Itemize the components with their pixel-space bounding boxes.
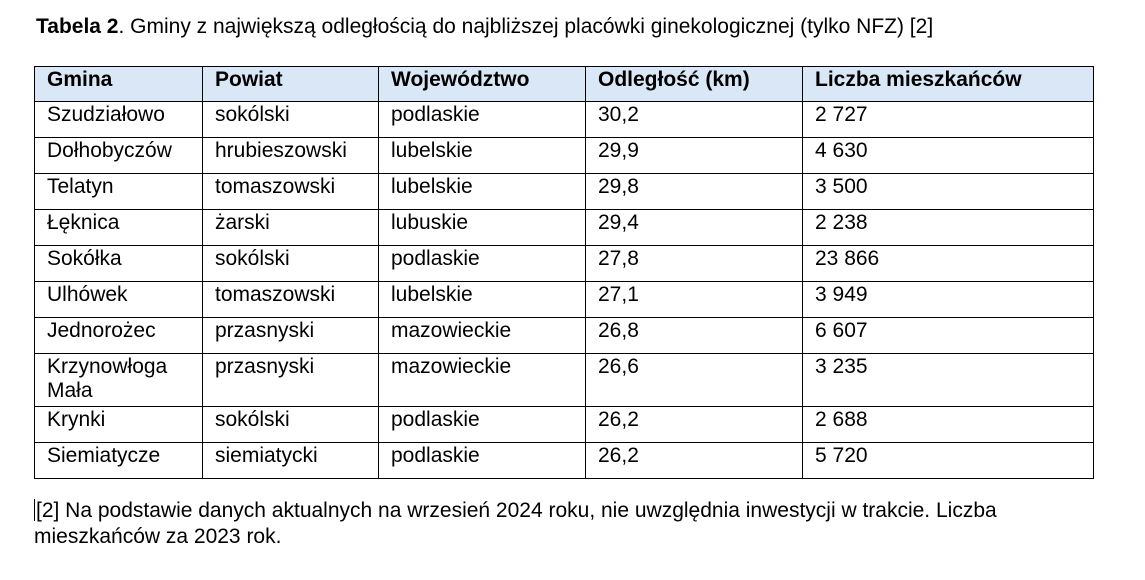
municipalities-table [34, 66, 1094, 479]
table-row [35, 102, 1094, 138]
cell-wojewodztwo: podlaskie [379, 246, 586, 282]
cell-powiat: przasnyski [203, 318, 379, 354]
cell-wojewodztwo: mazowieckie [379, 354, 586, 407]
table-row [35, 318, 1094, 354]
cell-powiat: sokólski [203, 407, 379, 443]
cell-odleglosc: 26,8 [586, 318, 803, 354]
cell-odleglosc: 26,2 [586, 443, 803, 479]
cell-gmina: Łęknica [35, 210, 203, 246]
table-caption-label: Tabela 2 [36, 15, 119, 38]
cell-powiat: sokólski [203, 246, 379, 282]
cell-liczba-mieszkancow: 4 630 [803, 138, 1094, 174]
cell-liczba-mieszkancow: 3 235 [803, 354, 1094, 407]
header-wojewodztwo: Województwo [379, 67, 586, 102]
cell-liczba-mieszkancow: 2 238 [803, 210, 1094, 246]
cell-gmina: Krzynowłoga Mała [35, 354, 203, 407]
cell-liczba-mieszkancow: 6 607 [803, 318, 1094, 354]
text-cursor [34, 499, 35, 521]
cell-gmina: Sokółka [35, 246, 203, 282]
table-row [35, 407, 1094, 443]
header-liczba-mieszkancow: Liczba mieszkańców [803, 67, 1094, 102]
cell-gmina: Szudziałowo [35, 102, 203, 138]
cell-odleglosc: 27,8 [586, 246, 803, 282]
cell-odleglosc: 29,4 [586, 210, 803, 246]
cell-odleglosc: 29,9 [586, 138, 803, 174]
cell-powiat: tomaszowski [203, 174, 379, 210]
cell-gmina: Ulhówek [35, 282, 203, 318]
table-row [35, 354, 1094, 407]
cell-odleglosc: 29,8 [586, 174, 803, 210]
footnote-text: [2] Na podstawie danych aktualnych na wrzesień 2024 roku, nie uwzględnia inwestycji w trakcie. Liczba mieszkańców za 2023 rok. [34, 499, 997, 548]
table-row [35, 174, 1094, 210]
cell-odleglosc: 30,2 [586, 102, 803, 138]
cell-gmina: Jednorożec [35, 318, 203, 354]
cell-powiat: sokólski [203, 102, 379, 138]
cell-powiat: hrubieszowski [203, 138, 379, 174]
cell-wojewodztwo: mazowieckie [379, 318, 586, 354]
table-row [35, 443, 1094, 479]
cell-wojewodztwo: lubelskie [379, 138, 586, 174]
cell-liczba-mieszkancow: 5 720 [803, 443, 1094, 479]
table-row [35, 210, 1094, 246]
cell-odleglosc: 26,6 [586, 354, 803, 407]
table-caption-text: . Gminy z największą odległością do najbliższej placówki ginekologicznej (tylko NFZ) [2] [118, 15, 934, 38]
cell-gmina: Siemiatycze [35, 443, 203, 479]
cell-odleglosc: 27,1 [586, 282, 803, 318]
cell-liczba-mieszkancow: 2 727 [803, 102, 1094, 138]
cell-liczba-mieszkancow: 3 500 [803, 174, 1094, 210]
table-header-row [35, 67, 1094, 102]
header-powiat: Powiat [203, 67, 379, 102]
table-row [35, 282, 1094, 318]
cell-gmina: Dołhobyczów [35, 138, 203, 174]
cell-wojewodztwo: lubelskie [379, 174, 586, 210]
cell-gmina: Telatyn [35, 174, 203, 210]
cell-wojewodztwo: podlaskie [379, 443, 586, 479]
cell-powiat: przasnyski [203, 354, 379, 407]
cell-powiat: żarski [203, 210, 379, 246]
cell-wojewodztwo: podlaskie [379, 102, 586, 138]
cell-liczba-mieszkancow: 2 688 [803, 407, 1094, 443]
table-row [35, 246, 1094, 282]
cell-liczba-mieszkancow: 3 949 [803, 282, 1094, 318]
cell-powiat: siemiatycki [203, 443, 379, 479]
cell-wojewodztwo: podlaskie [379, 407, 586, 443]
header-odleglosc: Odległość (km) [586, 67, 803, 102]
cell-wojewodztwo: lubuskie [379, 210, 586, 246]
table-row [35, 138, 1094, 174]
table-caption [36, 14, 933, 40]
footnote [34, 498, 1104, 550]
header-gmina: Gmina [35, 67, 203, 102]
cell-wojewodztwo: lubelskie [379, 282, 586, 318]
cell-gmina: Krynki [35, 407, 203, 443]
cell-odleglosc: 26,2 [586, 407, 803, 443]
cell-powiat: tomaszowski [203, 282, 379, 318]
cell-liczba-mieszkancow: 23 866 [803, 246, 1094, 282]
